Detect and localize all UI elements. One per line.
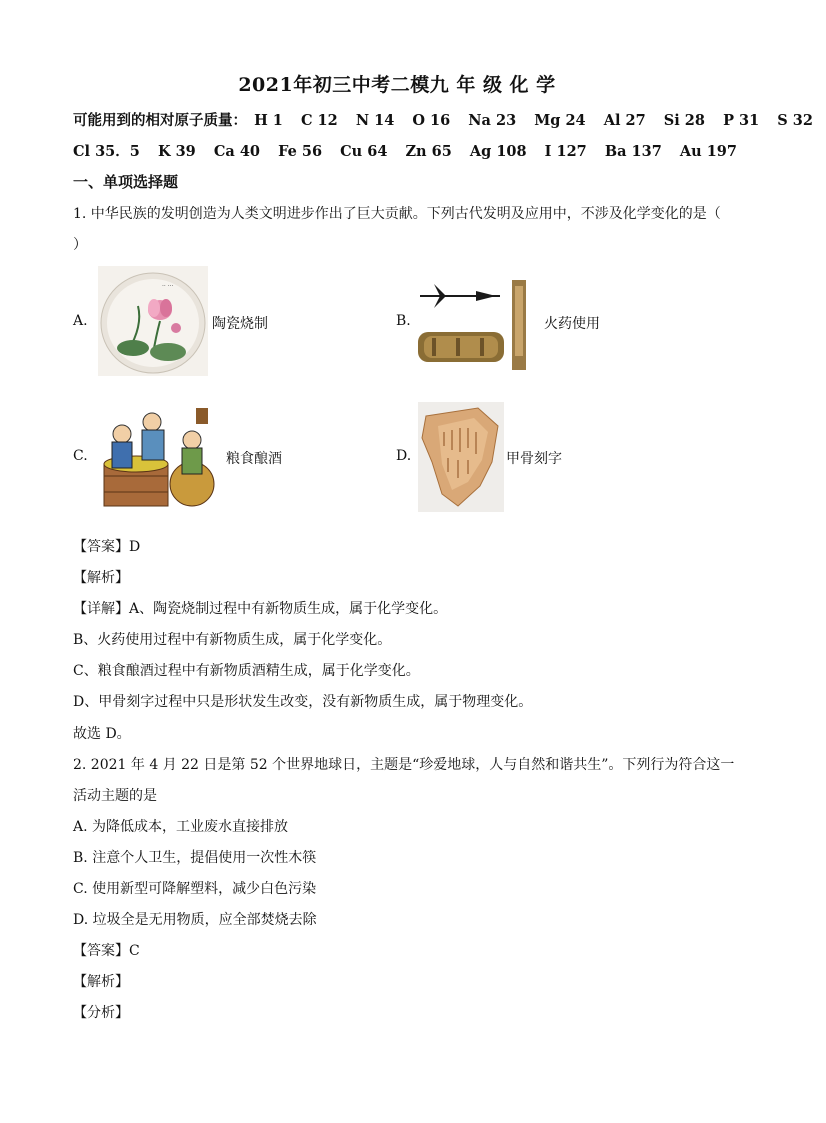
option-a-letter: A. — [73, 313, 88, 329]
mass-item: Si 28 — [663, 112, 705, 129]
mass-item: Ca 40 — [213, 143, 261, 160]
mass-item: P 31 — [723, 112, 760, 129]
mass-item: N 14 — [355, 112, 395, 129]
q2-stem-line1: 2. 2021 年 4 月 22 日是第 52 个世界地球日，主题是“珍爱地球，人与自然和谐共生”。下列行为符合这一 — [73, 757, 735, 773]
q2-option-c: C. 使用新型可降解塑料，减少白色污染 — [73, 881, 317, 897]
wine-brewing-image — [96, 404, 220, 514]
q1-detail-line: 【详解】A、陶瓷烧制过程中有新物质生成，属于化学变化。 — [73, 601, 448, 617]
option-a-label: 陶瓷烧制 — [212, 316, 268, 332]
q2-answer: 【答案】C — [73, 943, 140, 959]
svg-text:·· ···: ·· ··· — [162, 283, 174, 290]
mass-item: I 127 — [544, 143, 587, 160]
mass-item: Ag 108 — [469, 143, 527, 160]
option-b-letter: B. — [396, 313, 411, 329]
atomic-mass-row-1 — [73, 109, 826, 130]
section-heading: 一、单项选择题 — [73, 173, 179, 191]
option-c-label: 粮食酿酒 — [226, 451, 282, 467]
mass-item: H 1 — [254, 112, 283, 129]
page-title: 2021年初三中考二模九 年 级 化 学 — [238, 74, 556, 96]
ceramic-plate-image — [98, 266, 208, 376]
mass-item: C 12 — [300, 112, 338, 129]
q1-detail-line: 故选 D。 — [73, 726, 131, 742]
atomic-mass-label: 可能用到的相对原子质量： — [73, 112, 247, 129]
mass-item: Ba 137 — [604, 143, 662, 160]
q2-option-d: D. 垃圾全是无用物质，应全部焚烧去除 — [73, 912, 317, 928]
q2-option-a: A. 为降低成本，工业废水直接排放 — [73, 819, 289, 835]
mass-item: Fe 56 — [278, 143, 323, 160]
option-d-label: 甲骨刻字 — [506, 451, 562, 467]
q1-detail-line: D、甲骨刻字过程中只是形状发生改变，没有新物质生成，属于物理变化。 — [73, 694, 533, 710]
mass-item: Cl 35．5 — [73, 143, 140, 160]
mass-item: S 32 — [777, 112, 813, 129]
q1-stem-line2: ） — [73, 237, 87, 253]
q2-fenxi: 【分析】 — [73, 1005, 129, 1021]
q2-stem-line2: 活动主题的是 — [73, 788, 157, 804]
option-c-letter: C. — [73, 448, 88, 464]
mass-item: K 39 — [157, 143, 196, 160]
mass-item: Al 27 — [603, 112, 646, 129]
gunpowder-image — [416, 276, 540, 374]
q1-detail-line: B、火药使用过程中有新物质生成，属于化学变化。 — [73, 632, 392, 648]
mass-item: Au 197 — [679, 143, 737, 160]
mass-item: O 16 — [412, 112, 451, 129]
q2-analysis: 【解析】 — [73, 974, 129, 990]
q2-option-b: B. 注意个人卫生，提倡使用一次性木筷 — [73, 850, 317, 866]
q1-detail-line: C、粮食酿酒过程中有新物质酒精生成，属于化学变化。 — [73, 663, 420, 679]
mass-item: Zn 65 — [405, 143, 452, 160]
mass-item: Na 23 — [468, 112, 517, 129]
atomic-mass-row-2 — [73, 140, 750, 161]
q1-stem-line1: 1. 中华民族的发明创造为人类文明进步作出了巨大贡献。下列古代发明及应用中，不涉及化学变化的是（ — [73, 206, 721, 222]
option-d-letter: D. — [396, 448, 412, 464]
mass-item: Mg 24 — [534, 112, 586, 129]
q1-answer: 【答案】D — [73, 539, 141, 555]
option-b-label: 火药使用 — [544, 316, 600, 332]
oracle-bone-image — [418, 402, 504, 512]
mass-item: Cu 64 — [340, 143, 388, 160]
q1-analysis: 【解析】 — [73, 570, 129, 586]
